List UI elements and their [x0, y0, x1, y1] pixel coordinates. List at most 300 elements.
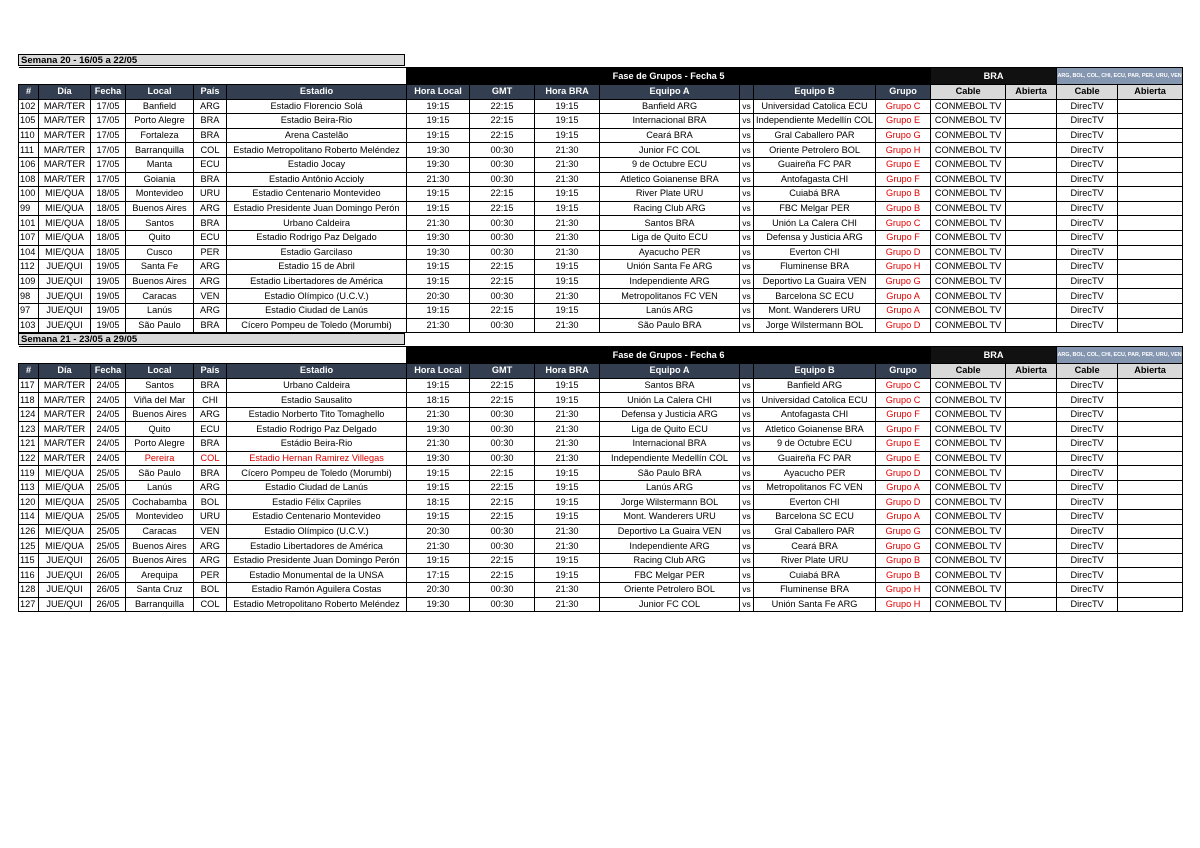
bra-cable-cell: CONMEBOL TV: [931, 393, 1006, 408]
others-open-cell: [1118, 99, 1183, 114]
stadium-cell: Estadio Florencio Solá: [227, 99, 407, 114]
gmt-time-cell: 22:15: [470, 303, 535, 318]
column-header: [740, 364, 754, 379]
team-a-cell: Jorge Wilstermann BOL: [600, 495, 740, 510]
day-cell: JUE/QUI: [39, 289, 91, 304]
team-b-cell: Antofagasta CHI: [754, 407, 876, 422]
team-a-cell: Independiente ARG: [600, 539, 740, 554]
bra-time-cell: 19:15: [535, 393, 600, 408]
date-cell: 25/05: [91, 510, 126, 525]
others-open-cell: [1118, 216, 1183, 231]
bra-open-cell: [1006, 451, 1057, 466]
others-cable-cell: DirecTV: [1057, 378, 1118, 393]
team-b-cell: Gral Caballero PAR: [754, 128, 876, 143]
vs-cell: vs: [740, 495, 754, 510]
team-b-cell: Ayacucho PER: [754, 466, 876, 481]
bra-open-cell: [1006, 495, 1057, 510]
vs-cell: vs: [740, 480, 754, 495]
stadium-cell: Estádio Beira-Rio: [227, 437, 407, 452]
others-cable-cell: DirecTV: [1057, 568, 1118, 583]
match-row: [19, 99, 1183, 114]
date-cell: 26/05: [91, 597, 126, 612]
phase-row: [19, 347, 1183, 364]
team-a-cell: 9 de Octubre ECU: [600, 157, 740, 172]
phase-title: Fase de Grupos - Fecha 5: [407, 68, 931, 85]
column-header: Fecha: [91, 364, 126, 379]
stadium-cell: Estadio Olímpico (U.C.V.): [227, 289, 407, 304]
group-cell: Grupo E: [876, 157, 931, 172]
bra-cable-cell: CONMEBOL TV: [931, 143, 1006, 158]
group-cell: Grupo D: [876, 495, 931, 510]
bra-cable-cell: CONMEBOL TV: [931, 201, 1006, 216]
stadium-cell: Estadio Félix Capriles: [227, 495, 407, 510]
city-cell: Buenos Aires: [126, 274, 194, 289]
vs-cell: vs: [740, 378, 754, 393]
group-cell: Grupo F: [876, 172, 931, 187]
column-header: Cable: [1057, 85, 1118, 100]
others-cable-cell: DirecTV: [1057, 172, 1118, 187]
country-cell: ARG: [194, 553, 227, 568]
schedule-table-week-21: [18, 346, 1183, 612]
column-header: Abierta: [1118, 85, 1183, 100]
city-cell: Montevideo: [126, 510, 194, 525]
column-header: Abierta: [1006, 364, 1057, 379]
day-cell: MAR/TER: [39, 437, 91, 452]
stadium-cell: Arena Castelão: [227, 128, 407, 143]
team-b-cell: FBC Melgar PER: [754, 201, 876, 216]
team-a-cell: Metropolitanos FC VEN: [600, 289, 740, 304]
others-cable-cell: DirecTV: [1057, 597, 1118, 612]
bra-open-cell: [1006, 114, 1057, 129]
local-time-cell: 19:30: [407, 230, 470, 245]
country-cell: ARG: [194, 303, 227, 318]
local-time-cell: 21:30: [407, 539, 470, 554]
column-header: #: [19, 85, 39, 100]
others-open-cell: [1118, 583, 1183, 598]
city-cell: Pereira: [126, 451, 194, 466]
city-cell: Santa Cruz: [126, 583, 194, 598]
others-open-cell: [1118, 172, 1183, 187]
bra-time-cell: 19:15: [535, 495, 600, 510]
city-cell: Lanús: [126, 480, 194, 495]
team-b-cell: Everton CHI: [754, 495, 876, 510]
column-header: Cable: [1057, 364, 1118, 379]
city-cell: Lanús: [126, 303, 194, 318]
local-time-cell: 19:15: [407, 303, 470, 318]
bra-open-cell: [1006, 245, 1057, 260]
vs-cell: vs: [740, 187, 754, 202]
bra-time-cell: 21:30: [535, 437, 600, 452]
local-time-cell: 19:30: [407, 422, 470, 437]
city-cell: Cusco: [126, 245, 194, 260]
column-header: Equipo A: [600, 364, 740, 379]
stadium-cell: Estadio 15 de Abril: [227, 260, 407, 275]
country-cell: BRA: [194, 216, 227, 231]
vs-cell: vs: [740, 568, 754, 583]
local-time-cell: 18:15: [407, 495, 470, 510]
gmt-time-cell: 22:15: [470, 466, 535, 481]
team-a-cell: Ceará BRA: [600, 128, 740, 143]
bra-cable-cell: CONMEBOL TV: [931, 568, 1006, 583]
others-open-cell: [1118, 114, 1183, 129]
match-row: [19, 510, 1183, 525]
group-cell: Grupo F: [876, 230, 931, 245]
others-open-cell: [1118, 422, 1183, 437]
gmt-time-cell: 22:15: [470, 553, 535, 568]
others-open-cell: [1118, 553, 1183, 568]
country-cell: ECU: [194, 230, 227, 245]
bra-open-cell: [1006, 583, 1057, 598]
stadium-cell: Estadio Norberto Tito Tomaghello: [227, 407, 407, 422]
team-a-cell: Junior FC COL: [600, 597, 740, 612]
stadium-cell: Estadio Beira-Rio: [227, 114, 407, 129]
day-cell: MAR/TER: [39, 422, 91, 437]
bra-time-cell: 21:30: [535, 583, 600, 598]
city-cell: Montevideo: [126, 187, 194, 202]
match-number-cell: 123: [19, 422, 39, 437]
others-cable-cell: DirecTV: [1057, 539, 1118, 554]
day-cell: JUE/QUI: [39, 597, 91, 612]
gmt-time-cell: 00:30: [470, 597, 535, 612]
column-header: Hora BRA: [535, 364, 600, 379]
city-cell: Cochabamba: [126, 495, 194, 510]
match-row: [19, 274, 1183, 289]
others-open-cell: [1118, 143, 1183, 158]
bra-time-cell: 21:30: [535, 539, 600, 554]
country-cell: VEN: [194, 524, 227, 539]
bra-cable-cell: CONMEBOL TV: [931, 187, 1006, 202]
group-cell: Grupo C: [876, 216, 931, 231]
group-cell: Grupo C: [876, 378, 931, 393]
local-time-cell: 18:15: [407, 393, 470, 408]
gmt-time-cell: 00:30: [470, 451, 535, 466]
others-cable-cell: DirecTV: [1057, 99, 1118, 114]
team-a-cell: Unión La Calera CHI: [600, 393, 740, 408]
team-a-cell: São Paulo BRA: [600, 318, 740, 333]
column-header: Hora Local: [407, 85, 470, 100]
others-open-cell: [1118, 407, 1183, 422]
date-cell: 18/05: [91, 201, 126, 216]
bra-cable-cell: CONMEBOL TV: [931, 451, 1006, 466]
stadium-cell: Estadio Presidente Juan Domingo Perón: [227, 201, 407, 216]
bra-cable-cell: CONMEBOL TV: [931, 583, 1006, 598]
match-number-cell: 127: [19, 597, 39, 612]
city-cell: Manta: [126, 157, 194, 172]
others-cable-cell: DirecTV: [1057, 407, 1118, 422]
vs-cell: vs: [740, 128, 754, 143]
group-cell: Grupo G: [876, 524, 931, 539]
match-number-cell: 111: [19, 143, 39, 158]
column-header: Local: [126, 85, 194, 100]
others-open-cell: [1118, 568, 1183, 583]
match-row: [19, 553, 1183, 568]
group-cell: Grupo E: [876, 114, 931, 129]
column-header: Local: [126, 364, 194, 379]
column-header: Cable: [931, 85, 1006, 100]
bra-open-cell: [1006, 274, 1057, 289]
bra-time-cell: 21:30: [535, 230, 600, 245]
bra-cable-cell: CONMEBOL TV: [931, 245, 1006, 260]
schedule-table-week-20: [18, 67, 1183, 333]
gmt-time-cell: 00:30: [470, 437, 535, 452]
country-cell: ARG: [194, 539, 227, 554]
country-cell: BRA: [194, 114, 227, 129]
team-a-cell: Internacional BRA: [600, 114, 740, 129]
stadium-cell: Estadio Libertadores de América: [227, 274, 407, 289]
date-cell: 19/05: [91, 303, 126, 318]
date-cell: 24/05: [91, 451, 126, 466]
team-a-cell: Deportivo La Guaira VEN: [600, 524, 740, 539]
others-cable-cell: DirecTV: [1057, 495, 1118, 510]
others-cable-cell: DirecTV: [1057, 245, 1118, 260]
others-open-cell: [1118, 318, 1183, 333]
day-cell: JUE/QUI: [39, 318, 91, 333]
day-cell: MAR/TER: [39, 407, 91, 422]
column-header: GMT: [470, 364, 535, 379]
date-cell: 19/05: [91, 260, 126, 275]
match-number-cell: 120: [19, 495, 39, 510]
header-row: [19, 364, 1183, 379]
rows: [19, 99, 1183, 333]
bra-cable-cell: CONMEBOL TV: [931, 216, 1006, 231]
others-cable-cell: DirecTV: [1057, 318, 1118, 333]
date-cell: 18/05: [91, 187, 126, 202]
match-number-cell: 109: [19, 274, 39, 289]
country-cell: ARG: [194, 99, 227, 114]
column-header: Abierta: [1118, 364, 1183, 379]
team-a-cell: Lanús ARG: [600, 480, 740, 495]
local-time-cell: 19:30: [407, 451, 470, 466]
team-b-cell: Guaireña FC PAR: [754, 157, 876, 172]
day-cell: MIE/QUA: [39, 216, 91, 231]
bra-time-cell: 19:15: [535, 187, 600, 202]
team-a-cell: FBC Melgar PER: [600, 568, 740, 583]
bra-time-cell: 19:15: [535, 568, 600, 583]
team-b-cell: Deportivo La Guaira VEN: [754, 274, 876, 289]
team-b-cell: Barcelona SC ECU: [754, 289, 876, 304]
gmt-time-cell: 00:30: [470, 143, 535, 158]
day-cell: MIE/QUA: [39, 495, 91, 510]
others-open-cell: [1118, 230, 1183, 245]
day-cell: MAR/TER: [39, 128, 91, 143]
bra-cable-cell: CONMEBOL TV: [931, 260, 1006, 275]
bra-cable-cell: CONMEBOL TV: [931, 480, 1006, 495]
bra-open-cell: [1006, 303, 1057, 318]
day-cell: MIE/QUA: [39, 510, 91, 525]
bra-time-cell: 21:30: [535, 318, 600, 333]
day-cell: JUE/QUI: [39, 568, 91, 583]
date-cell: 18/05: [91, 245, 126, 260]
match-number-cell: 118: [19, 393, 39, 408]
day-cell: MAR/TER: [39, 99, 91, 114]
city-cell: Buenos Aires: [126, 539, 194, 554]
city-cell: Quito: [126, 230, 194, 245]
vs-cell: vs: [740, 510, 754, 525]
bra-open-cell: [1006, 407, 1057, 422]
country-cell: ARG: [194, 201, 227, 216]
column-header: Hora Local: [407, 364, 470, 379]
team-a-cell: Racing Club ARG: [600, 201, 740, 216]
column-header: Equipo A: [600, 85, 740, 100]
others-open-cell: [1118, 378, 1183, 393]
team-a-cell: Banfield ARG: [600, 99, 740, 114]
match-number-cell: 103: [19, 318, 39, 333]
vs-cell: vs: [740, 274, 754, 289]
local-time-cell: 21:30: [407, 318, 470, 333]
others-open-cell: [1118, 597, 1183, 612]
bra-cable-cell: CONMEBOL TV: [931, 128, 1006, 143]
team-b-cell: Fluminense BRA: [754, 260, 876, 275]
team-b-cell: 9 de Octubre ECU: [754, 437, 876, 452]
match-number-cell: 98: [19, 289, 39, 304]
team-a-cell: Unión Santa Fe ARG: [600, 260, 740, 275]
bra-open-cell: [1006, 201, 1057, 216]
others-cable-cell: DirecTV: [1057, 451, 1118, 466]
gmt-time-cell: 00:30: [470, 172, 535, 187]
column-header: Cable: [931, 364, 1006, 379]
match-row: [19, 495, 1183, 510]
day-cell: MAR/TER: [39, 157, 91, 172]
bra-time-cell: 19:15: [535, 114, 600, 129]
local-time-cell: 19:15: [407, 187, 470, 202]
others-open-cell: [1118, 466, 1183, 481]
country-cell: BRA: [194, 128, 227, 143]
group-cell: Grupo G: [876, 128, 931, 143]
bra-cable-cell: CONMEBOL TV: [931, 172, 1006, 187]
others-cable-cell: DirecTV: [1057, 393, 1118, 408]
match-row: [19, 187, 1183, 202]
vs-cell: vs: [740, 437, 754, 452]
match-row: [19, 407, 1183, 422]
column-header: Estadio: [227, 364, 407, 379]
day-cell: MIE/QUA: [39, 480, 91, 495]
stadium-cell: Urbano Caldeira: [227, 378, 407, 393]
gmt-time-cell: 22:15: [470, 510, 535, 525]
day-cell: MIE/QUA: [39, 187, 91, 202]
others-cable-cell: DirecTV: [1057, 157, 1118, 172]
local-time-cell: 19:15: [407, 480, 470, 495]
others-cable-cell: DirecTV: [1057, 143, 1118, 158]
match-number-cell: 99: [19, 201, 39, 216]
match-row: [19, 524, 1183, 539]
bra-time-cell: 21:30: [535, 422, 600, 437]
city-cell: Caracas: [126, 289, 194, 304]
bra-open-cell: [1006, 260, 1057, 275]
match-row: [19, 143, 1183, 158]
match-row: [19, 303, 1183, 318]
local-time-cell: 21:30: [407, 216, 470, 231]
match-row: [19, 230, 1183, 245]
team-b-cell: Guaireña FC PAR: [754, 451, 876, 466]
broadcast-bra: BRA: [931, 68, 1057, 85]
bra-open-cell: [1006, 143, 1057, 158]
team-a-cell: Mont. Wanderers URU: [600, 510, 740, 525]
country-cell: BRA: [194, 378, 227, 393]
country-cell: URU: [194, 510, 227, 525]
team-b-cell: Fluminense BRA: [754, 583, 876, 598]
vs-cell: vs: [740, 303, 754, 318]
column-header: Grupo: [876, 364, 931, 379]
others-cable-cell: DirecTV: [1057, 480, 1118, 495]
match-number-cell: 115: [19, 553, 39, 568]
bra-cable-cell: CONMEBOL TV: [931, 466, 1006, 481]
group-cell: Grupo G: [876, 539, 931, 554]
others-open-cell: [1118, 524, 1183, 539]
column-header: GMT: [470, 85, 535, 100]
day-cell: MAR/TER: [39, 393, 91, 408]
bra-open-cell: [1006, 187, 1057, 202]
day-cell: JUE/QUI: [39, 274, 91, 289]
gmt-time-cell: 22:15: [470, 128, 535, 143]
country-cell: PER: [194, 245, 227, 260]
match-row: [19, 245, 1183, 260]
team-a-cell: Atletico Goianense BRA: [600, 172, 740, 187]
stadium-cell: Estadio Rodrigo Paz Delgado: [227, 422, 407, 437]
local-time-cell: 19:15: [407, 99, 470, 114]
bra-time-cell: 19:15: [535, 201, 600, 216]
bra-open-cell: [1006, 318, 1057, 333]
vs-cell: vs: [740, 201, 754, 216]
column-header: Equipo B: [754, 364, 876, 379]
bra-cable-cell: CONMEBOL TV: [931, 539, 1006, 554]
team-b-cell: Jorge Wilstermann BOL: [754, 318, 876, 333]
date-cell: 25/05: [91, 466, 126, 481]
others-open-cell: [1118, 451, 1183, 466]
team-b-cell: Banfield ARG: [754, 378, 876, 393]
gmt-time-cell: 22:15: [470, 393, 535, 408]
gmt-time-cell: 00:30: [470, 289, 535, 304]
day-cell: MIE/QUA: [39, 245, 91, 260]
vs-cell: vs: [740, 393, 754, 408]
team-b-cell: Cuiabá BRA: [754, 568, 876, 583]
column-header: Abierta: [1006, 85, 1057, 100]
city-cell: Buenos Aires: [126, 201, 194, 216]
gmt-time-cell: 22:15: [470, 99, 535, 114]
country-cell: ARG: [194, 407, 227, 422]
match-number-cell: 126: [19, 524, 39, 539]
match-row: [19, 583, 1183, 598]
country-cell: URU: [194, 187, 227, 202]
match-row: [19, 422, 1183, 437]
others-cable-cell: DirecTV: [1057, 289, 1118, 304]
column-header: Grupo: [876, 85, 931, 100]
team-b-cell: Mont. Wanderers URU: [754, 303, 876, 318]
group-cell: Grupo D: [876, 318, 931, 333]
team-b-cell: Metropolitanos FC VEN: [754, 480, 876, 495]
match-number-cell: 113: [19, 480, 39, 495]
bra-open-cell: [1006, 230, 1057, 245]
match-row: [19, 568, 1183, 583]
match-row: [19, 480, 1183, 495]
others-open-cell: [1118, 245, 1183, 260]
date-cell: 24/05: [91, 407, 126, 422]
bra-open-cell: [1006, 466, 1057, 481]
bra-cable-cell: CONMEBOL TV: [931, 407, 1006, 422]
match-row: [19, 466, 1183, 481]
bra-time-cell: 21:30: [535, 524, 600, 539]
column-header: Fecha: [91, 85, 126, 100]
bra-time-cell: 21:30: [535, 245, 600, 260]
date-cell: 24/05: [91, 393, 126, 408]
gmt-time-cell: 00:30: [470, 422, 535, 437]
local-time-cell: 19:15: [407, 201, 470, 216]
gmt-time-cell: 00:30: [470, 216, 535, 231]
group-cell: Grupo B: [876, 187, 931, 202]
bra-cable-cell: CONMEBOL TV: [931, 303, 1006, 318]
match-number-cell: 125: [19, 539, 39, 554]
match-number-cell: 128: [19, 583, 39, 598]
date-cell: 17/05: [91, 157, 126, 172]
